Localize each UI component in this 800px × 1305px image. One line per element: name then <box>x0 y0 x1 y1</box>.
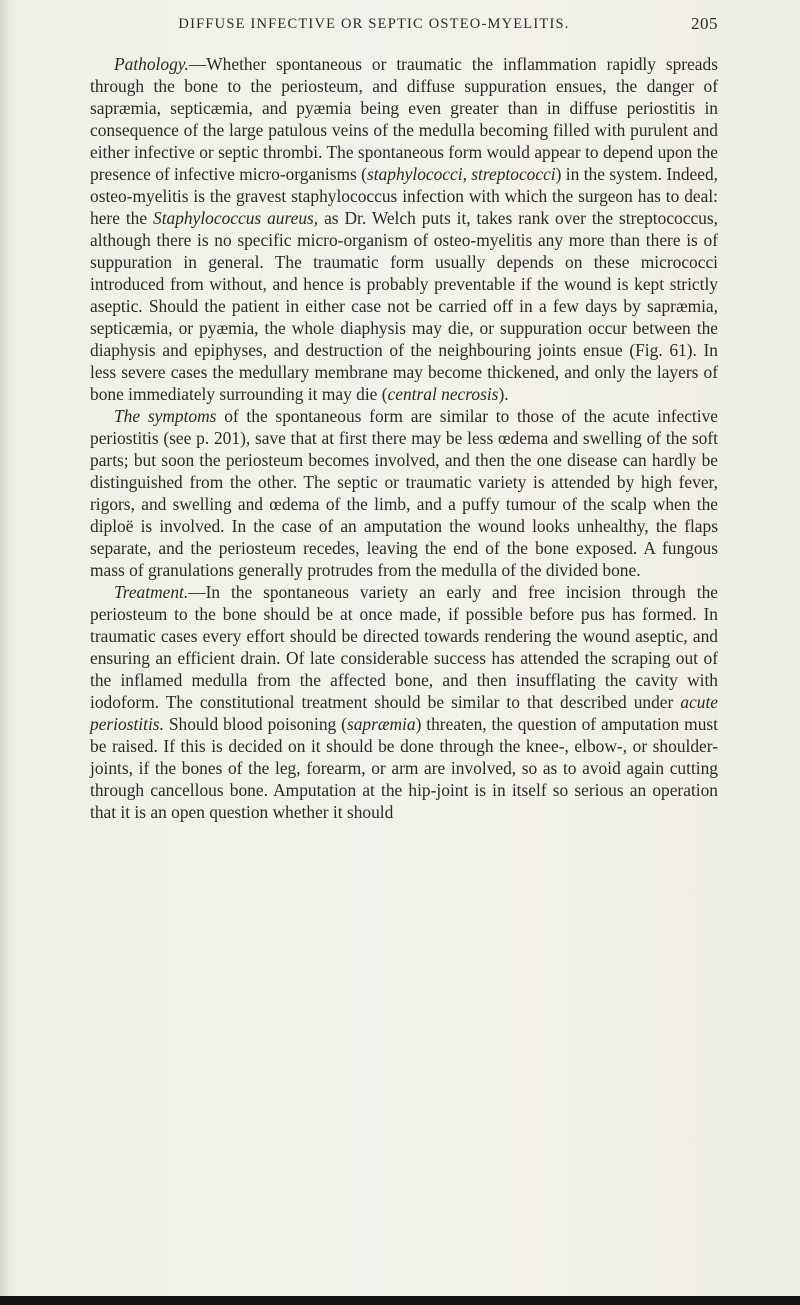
heading-treatment: Treatment. <box>114 582 189 602</box>
paragraph-pathology <box>90 53 718 405</box>
text-segment: ) threaten, the question of amputation must be raised. If this is decided on it should be done through the knee-, elbow-, or shoulder-joints, if the bones of the leg, forearm, or arm are involved, so as to avoid again cutting through cancellous bone. Amputation at the hip-joint is in itself so serious an operation that it is an open question whether it should <box>90 714 719 822</box>
italic-term: acute periostitis. <box>90 692 718 734</box>
text-segment: of the spontaneous form are similar to those of the acute infective periostitis (see p. 201), save that at first there may be less œdema and swelling of the soft parts; but soon the periosteum becomes involved, and then the one disease can hardly be distinguished from the other. The septic or traumatic variety is attended by high fever, rigors, and swelling and œdema of the limb, and a puffy tumour of the scalp when the diploë is involved. In the case of an amputation the wound looks unhealthy, the flaps separate, and the periosteum recedes, leaving the end of the bone exposed. A fungous mass of granulations generally protrudes from the medulla of the divided bone. <box>90 406 718 580</box>
heading-pathology: Pathology. <box>114 54 189 74</box>
scan-bottom-edge <box>0 1296 800 1305</box>
text-segment: —Whether spontaneous or traumatic the inflammation rapidly spreads through the bone to the periosteum, and diffuse suppuration ensues, the danger of sapræmia, septicæmia, and pyæmia being even greater than in diffuse periostitis in consequence of the large patulous veins of the medulla becoming filled with purulent and either infective or septic thrombi. The spontaneous form would appear to depend upon the presence of infective micro-organisms ( <box>90 54 718 184</box>
running-header <box>90 14 718 36</box>
italic-term: central necrosis <box>387 384 499 404</box>
page-number: 205 <box>691 14 718 33</box>
text-segment: as Dr. Welch puts it, takes rank over the streptococcus, although there is no specific micro-organism of osteo-myelitis any more than there is of suppuration in general. The traumatic form usually depends on these micrococci introduced from without, and hence is probably preventable if the wound is kept strictly aseptic. Should the patient in either case not be carried off in a few days by sapræmia, septicæmia, or pyæmia, the whole diaphysis may die, or suppuration occur between the diaphysis and epiphyses, and destruction of the neighbouring joints ensue (Fig. 61). In less severe cases the medullary membrane may become thickened, and only the layers of bone immediately surrounding it may die ( <box>90 208 718 404</box>
paragraph-symptoms <box>90 405 718 581</box>
heading-symptoms: The symptoms <box>114 406 217 426</box>
text-segment: ) in the system. Indeed, osteo-myelitis is the gravest staphylococcus infection with which the surgeon has to deal: here the <box>90 164 719 228</box>
running-title: DIFFUSE INFECTIVE OR SEPTIC OSTEO-MYELITIS. <box>178 16 570 32</box>
italic-term: Staphylococcus aureus, <box>153 208 319 228</box>
text-segment: ). <box>498 384 509 404</box>
text-segment: Should blood poisoning ( <box>163 714 347 734</box>
italic-term: sapræmia <box>346 714 416 734</box>
italic-term: staphylococci, streptococci <box>366 164 556 184</box>
body-text <box>90 53 718 823</box>
page-gutter-shadow <box>0 0 10 1305</box>
paragraph-treatment <box>90 581 718 823</box>
text-segment: —In the spontaneous variety an early and free incision through the periosteum to the bone should be at once made, if possible before pus has formed. In traumatic cases every effort should be directed towards rendering the wound aseptic, and ensuring an efficient drain. Of late considerable success has attended the scraping out of the inflamed medulla from the affected bone, and then insufflating the cavity with iodoform. The constitutional treatment should be similar to that described under <box>90 582 718 712</box>
